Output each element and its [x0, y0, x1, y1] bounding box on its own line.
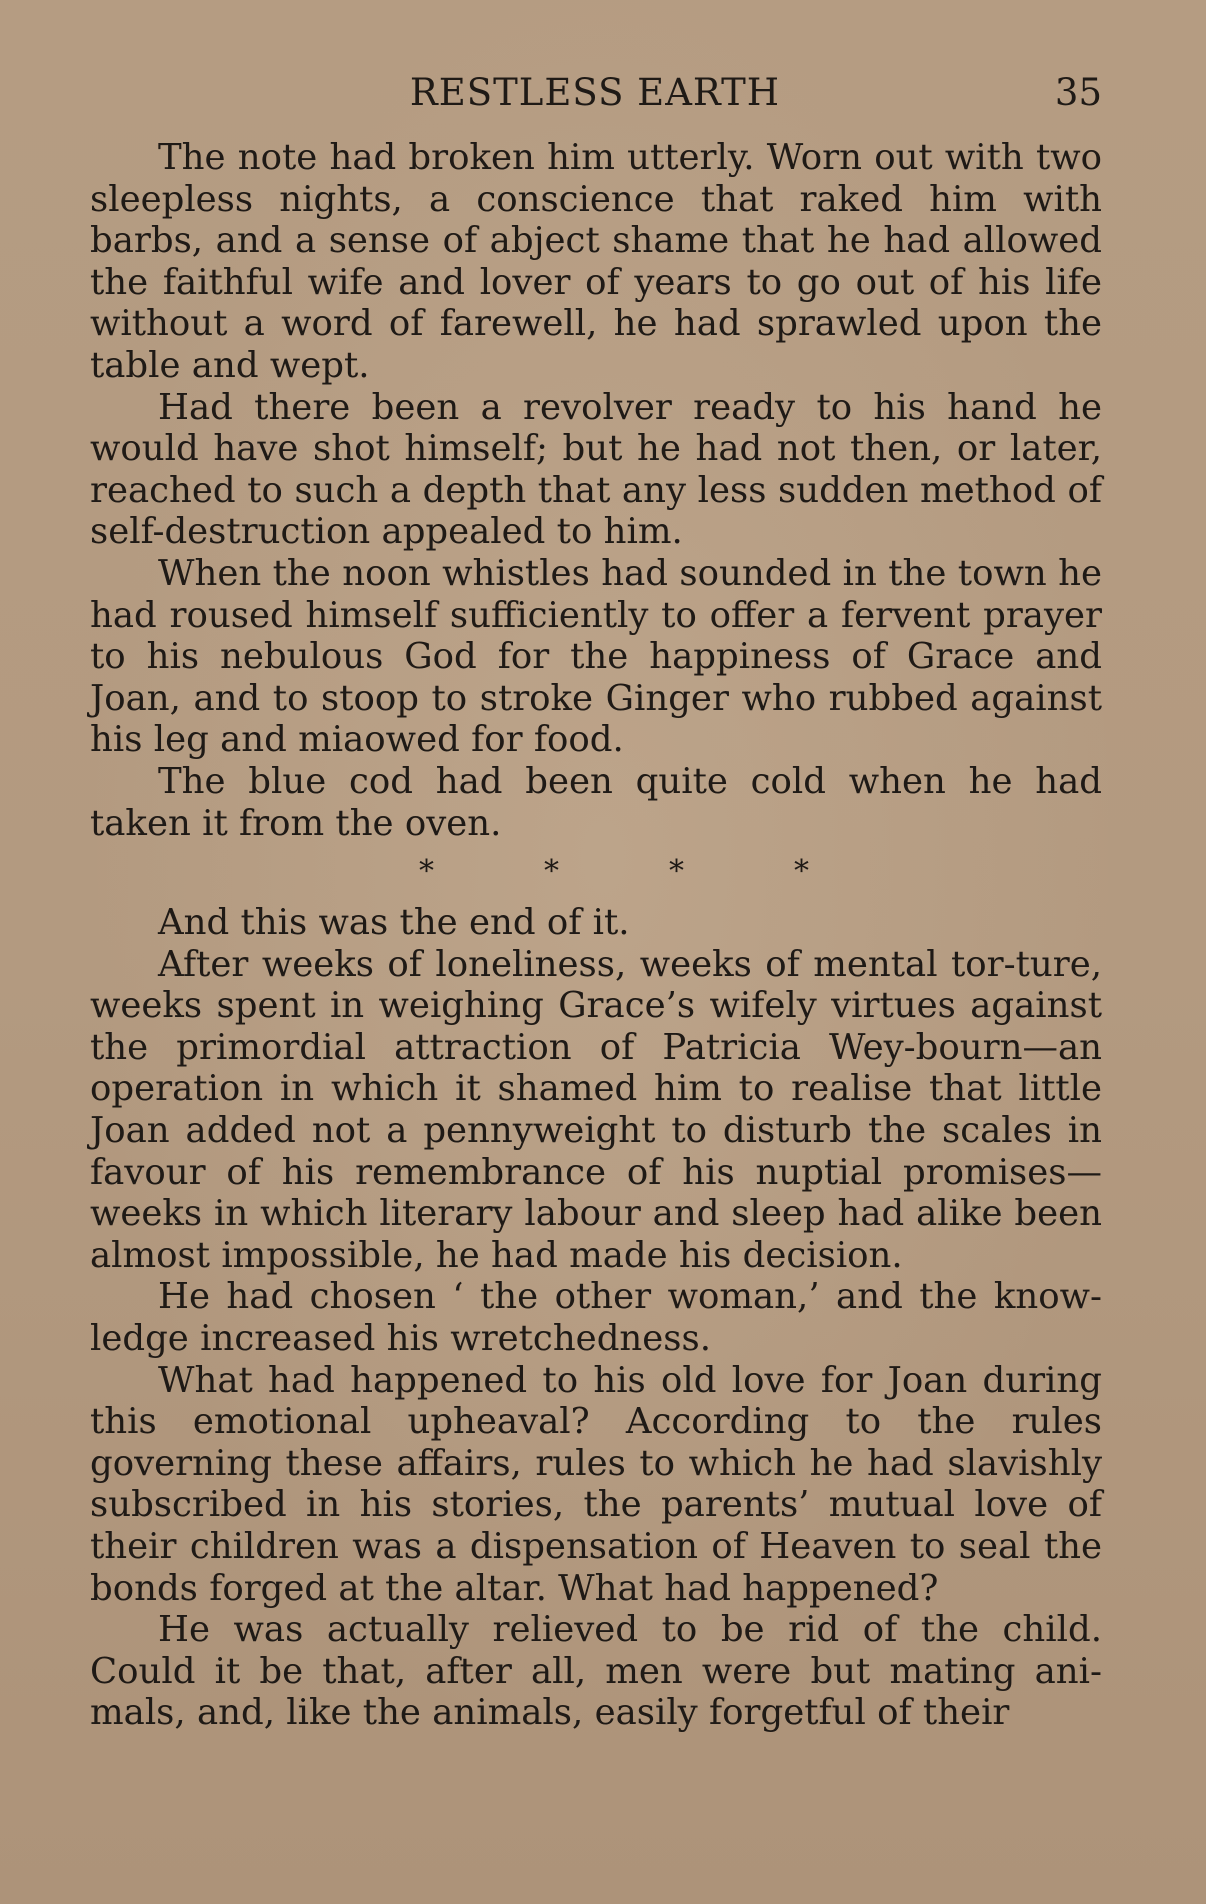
section-break-star: *: [794, 854, 809, 890]
page-header: [88, 68, 1102, 118]
section-break: [90, 852, 1102, 892]
paragraph: Had there been a revolver ready to his hand he would have shot himself; but he had not then, or later, reached to such a depth that any less sudden method of self-destruction appealed to him.: [90, 386, 1102, 553]
section-break-star: *: [669, 854, 684, 890]
section-break-star: *: [544, 854, 559, 890]
paragraph: The note had broken him utterly. Worn out with two sleepless nights, a conscience that raked him with barbs, and a sense of abject shame that he had allowed the faithful wife and lover of years to go out of his life without a word of farewell, he had sprawled upon the table and wept.: [90, 137, 1102, 386]
paragraph: He was actually relieved to be rid of the child. Could it be that, after all, men were but mating ani-mals, and, like the animals, easily forgetful of their: [90, 1609, 1102, 1734]
paragraph: The blue cod had been quite cold when he had taken it from the oven.: [90, 760, 1102, 844]
paragraph: After weeks of loneliness, weeks of mental tor-ture, weeks spent in weighing Grace’s wifely virtues against the primordial attraction of Patricia Wey-bourn—an operation in which it shamed him to realise that little Joan added not a pennyweight to disturb the scales in favour of his remembrance of his nuptial promises—weeks in which literary labour and sleep had alike been almost impossible, he had made his decision.: [90, 943, 1102, 1276]
running-head: RESTLESS EARTH: [409, 71, 781, 114]
paragraph: When the noon whistles had sounded in the town he had roused himself sufficiently to offer a fervent prayer to his nebulous God for the happiness of Grace and Joan, and to stoop to stroke Ginger who rubbed against his leg and miaowed for food.: [90, 552, 1102, 761]
section-break-star: *: [419, 854, 434, 890]
paragraph: What had happened to his old love for Joan during this emotional upheaval? According to the rules governing these affairs, rules to which he had slavishly subscribed in his stories, the parents’ mutual love of their children was a dispensation of Heaven to seal the bonds forged at the altar. What had happened?: [90, 1359, 1102, 1609]
page-number: 35: [1054, 71, 1102, 114]
body-text: [90, 137, 1102, 1734]
paragraph: He had chosen ‘ the other woman,’ and the know-ledge increased his wretchedness.: [90, 1276, 1102, 1360]
paragraph: And this was the end of it.: [158, 902, 630, 944]
